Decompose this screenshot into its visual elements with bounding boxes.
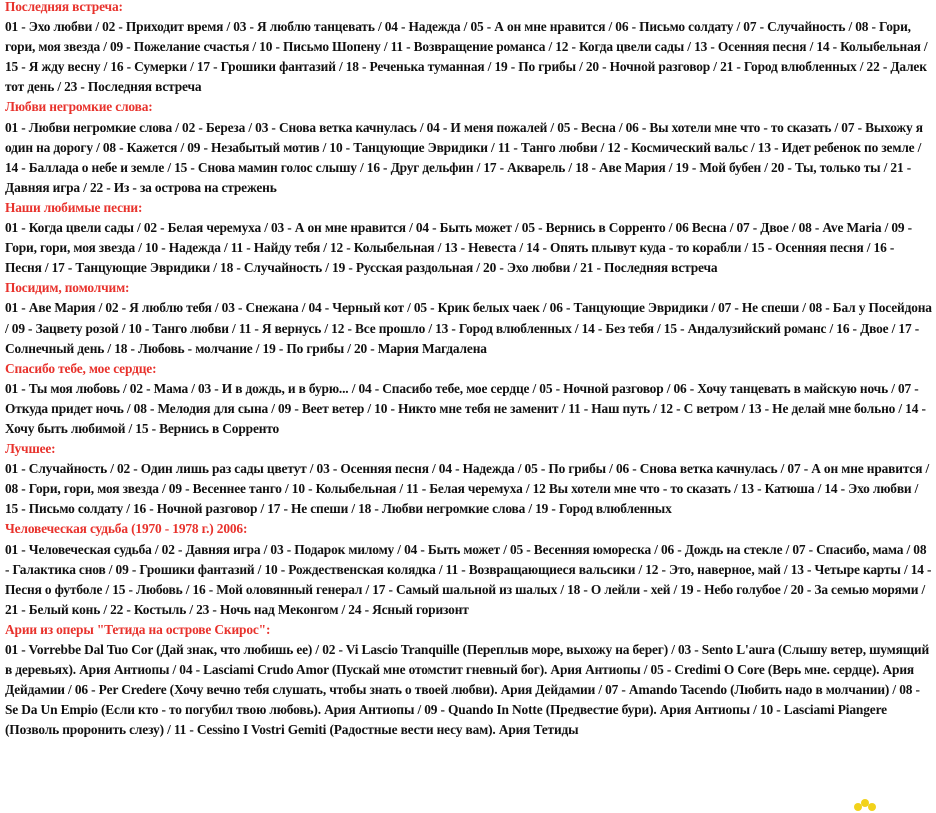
section-tracklist: 01 - Эхо любви / 02 - Приходит время / 03 - Я люблю танцевать / 04 - Надежда / 05 - А он мне нравится / 06 - Письмо солдату / 07 - Случайность / 08 - Гори, гори, моя звезда / 09 - Пожелание счастья / 10 - Письмо Шопену / 11 - Возвращение романса / 12 - Когда цвели сады / 13 - Осенняя песня / 14 - Колыбельная / 15 - Я жду весну / 16 - Сумерки / 17 - Грошики фантазий / 18 - Реченька туманная / 19 - По грибы / 20 - Ночной разговор / 21 - Город влюбленных / 22 - Далек тот день / 23 - Последняя встреча xyxy=(5,19,928,95)
section-title: Человеческая судьба (1970 - 1978 г.) 2006: xyxy=(5,521,248,537)
section-last-meeting xyxy=(5,0,932,97)
section-title: Арии из оперы "Тетида на острове Скирос": xyxy=(5,621,271,637)
section-our-favorite-songs xyxy=(5,198,932,278)
section-title: Последняя встреча: xyxy=(5,0,123,14)
section-title: Лучшее: xyxy=(5,441,56,457)
section-tracklist: 01 - Аве Мария / 02 - Я люблю тебя / 03 - Снежана / 04 - Черный кот / 05 - Крик белых чаек / 06 - Танцующие Эвридики / 07 - Не спеши / 08 - Бал у Посейдона / 09 - Зацвету розой / 10 - Танго любви / 11 - Я вернусь / 12 - Все прошло / 13 - Город влюбленных / 14 - Без тебя / 15 - Андалузийский романс / 16 - Двое / 17 - Солнечный день / 18 - Любовь - молчание / 19 - По грибы / 20 - Мария Магдалена xyxy=(5,300,932,356)
section-love-quiet-words xyxy=(5,97,932,197)
section-title: Наши любимые песни: xyxy=(5,199,143,215)
section-tracklist: 01 - Ты моя любовь / 02 - Мама / 03 - И в дождь, и в бурю... / 04 - Спасибо тебе, мое сердце / 05 - Ночной разговор / 06 - Хочу танцевать в майскую ночь / 07 - Откуда придет ночь / 08 - Мелодия для сына / 09 - Веет ветер / 10 - Никто мне тебя не заменит / 11 - Наш путь / 12 - С ветром / 13 - Не делай мне больно / 14 - Хочу быть любимой / 15 - Вернись в Сорренто xyxy=(5,380,926,436)
section-tracklist: 01 - Человеческая судьба / 02 - Давняя игра / 03 - Подарок милому / 04 - Быть может / 05 - Весенняя юмореска / 06 - Дождь на стекле / 07 - Спасибо, мама / 08 - Галактика снов / 09 - Грошики фантазий / 10 - Рождественская колядка / 11 - Возвращающиеся вальсики / 12 - Это, наверное, май / 13 - Четыре карты / 14 - Песня о футболе / 15 - Любовь / 16 - Мой оловянный генерал / 17 - Самый шальной из шалых / 18 - О лейли - хей / 19 - Небо голубое / 20 - За семью морями / 21 - Белый конь / 22 - Костыль / 23 - Ночь над Меконгом / 24 - Ясный горизонт xyxy=(5,541,932,617)
section-opera-arias xyxy=(5,620,932,741)
section-best xyxy=(5,439,932,519)
section-title: Любви негромкие слова: xyxy=(5,99,153,115)
section-tracklist: 01 - Случайность / 02 - Один лишь раз сады цветут / 03 - Осенняя песня / 04 - Надежда / 05 - По грибы / 06 - Снова ветка качнулась / 07 - А он мне нравится / 08 - Гори, гори, моя звезда / 09 - Весеннее танго / 10 - Колыбельная / 11 - Белая черемуха / 12 Вы хотели мне что - то сказать / 13 - Катюша / 14 - Эхо любви / 15 - Письмо солдату / 16 - Ночной разговор / 17 - Не спеши / 18 - Любви негромкие слова / 19 - Город влюбленных xyxy=(5,461,930,517)
section-title: Спасибо тебе, мое сердце: xyxy=(5,360,157,376)
section-human-fate xyxy=(5,519,932,619)
section-tracklist: 01 - Vorrebbe Dal Tuo Cor (Дай знак, что любишь ее) / 02 - Vi Lascio Tranquille (Переплыв море, выхожу на берег) / 03 - Sento L'aura (Слышу ветер, шумящий в деревьях). Ария Антиопы / 04 - Lasciami Crudo Amor (Пускай мне отомстит гневный бог). Ария Антиопы / 05 - Credimi O Core (Верь мне. сердце). Ария Дейдамии / 06 - Per Credere (Хочу вечно тебя слушать, чтобы знать о твоей любви). Ария Дейдамии / 07 - Amando Tacendo (Любить надо в молчании) / 08 - Se Da Un Empio (Если кто - то погубил твою любовь). Ария Антиопы / 09 - Quando In Notte (Предвестие бури). Ария Антиопы / 10 - Lasciami Piangere (Позволь проронить слезу) / 11 - Cessino I Vostri Gemiti (Радостные вести несу вам). Ария Тетиды xyxy=(5,642,930,738)
section-title: Посидим, помолчим: xyxy=(5,280,130,296)
section-thank-you-my-heart xyxy=(5,359,932,439)
section-tracklist: 01 - Любви негромкие слова / 02 - Береза / 03 - Снова ветка качнулась / 04 - И меня пожалей / 05 - Весна / 06 - Вы хотели мне что - то сказать / 07 - Выхожу я один на дорогу / 08 - Кажется / 09 - Незабытый мотив / 10 - Танцующие Эвридики / 11 - Танго любви / 12 - Космический вальс / 13 - Идет ребенок по земле / 14 - Баллада о небе и земле / 15 - Снова мамин голос слышу / 16 - Друг дельфин / 17 - Акварель / 18 - Аве Мария / 19 - Мой бубен / 20 - Ты, только ты / 21 - Давняя игра / 22 - Из - за острова на стрежень xyxy=(5,119,923,195)
section-tracklist: 01 - Когда цвели сады / 02 - Белая черемуха / 03 - А он мне нравится / 04 - Быть может / 05 - Вернись в Сорренто / 06 Весна / 07 - Двое / 08 - Ave Maria / 09 - Гори, гори, моя звезда / 10 - Надежда / 11 - Найду тебя / 12 - Колыбельная / 13 - Невеста / 14 - Опять плывут куда - то корабли / 15 - Осенняя песня / 16 - Песня / 17 - Танцующие Эвридики / 18 - Случайность / 19 - Русская раздольная / 20 - Эхо любви / 21 - Последняя встреча xyxy=(5,220,912,276)
section-sit-in-silence xyxy=(5,278,932,358)
flower-decoration-icon xyxy=(854,799,876,813)
